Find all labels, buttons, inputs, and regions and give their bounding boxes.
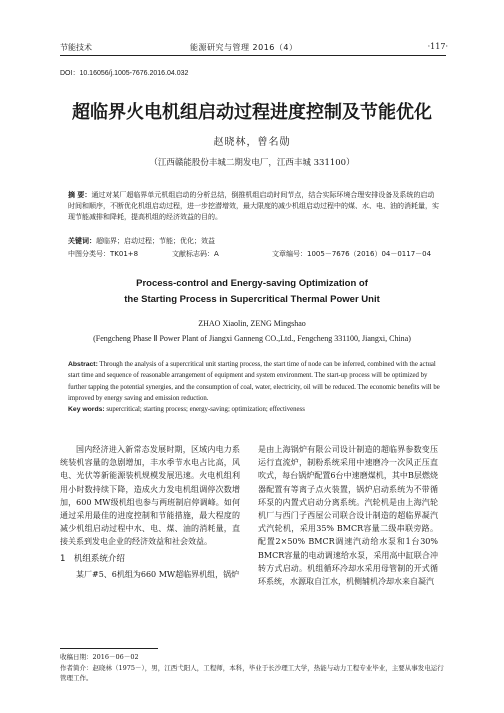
document-code: 文献标志码：A [172,250,219,258]
authors-english: ZHAO Xiaolin, ZENG Mingshao [198,319,306,328]
abstract-chinese [68,190,440,223]
abstract-chinese-text: 通过对某厂超临界单元机组启动的分析总结，倒推机组启动时间节点，结合实际环境合理安排设备及系统的启动时间和顺序，不断优化机组启动过程，进一步挖潜增效，最大限度的减少机组启动过程中的煤、水、电、油的消耗量，实现节能减排和降耗，提高机组的经济效益的目的。 [68,191,439,221]
running-header-section: 节能技术 [60,43,92,52]
doi: DOI：10.16056/j.1005-7676.2016.04.032 [60,70,189,77]
body-paragraph: 是由上海锅炉有限公司设计制造的超临界参数变压运行直流炉，制粉系统采用中速磨冷一次风正压直吹式，每台锅炉配置6台中速磨煤机，其中B层燃烧器配置有等离子点火装置，锅炉启动系统为不带循环泵的内置式启动分离系统。汽轮机是由上海汽轮机厂与西门子西屋公司联合设计制造的超临界凝汽式汽轮机，采用35% BMCR容量二级串联旁路。配置2×50% BMCR调速汽动给水泵和1台30% BMCR容量的电动调速给水泵，采用高中缸联合冲转方式启动。机组循环冷却水采用母管制的开式循环系统，水源取自江水，机侧辅机冷却水来自凝汽 [258,445,438,587]
page-number: ·117· [427,42,448,51]
article-number: 文章编号：1005－7676（2016）04－0117－04 [272,250,432,258]
title-chinese: 超临界火电机组启动过程进度控制及节能优化 [72,102,432,123]
header-rule [60,55,446,56]
keywords-chinese [68,236,440,246]
abstract-chinese-label: 摘 要： [68,191,92,199]
affiliation-english: (Fengcheng Phase Ⅱ Power Plant of Jiangxi Ganneng CO.,Ltd., Fengcheng 331100, Jiangxi, China) [93,334,411,343]
affiliation-chinese: （江西赣能股份丰城二期发电厂，江西丰城 331100） [149,158,355,168]
clc-number: 中图分类号：TK01+8 [68,250,139,258]
footnote-received: 收稿日期：2016－06－02 [60,653,139,661]
keywords-chinese-text: 超临界；启动过程；节能；优化；效益 [96,237,215,245]
title-english-line1: Process-control and Energy-saving Optimization of [136,278,368,289]
body-column-right [258,443,438,588]
keywords-english-label: Key words: [68,406,105,413]
abstract-english-text: Through the analysis of a supercritical unit starting process, the start time of node can be inferred, combined with the actual start time and sequence of reasonable arrangement of equipment and system environment. The start-up process will be optimized by further tapping the potential synergies, and the consumption of coal, water, electricity, oil will be reduced. The economic benefits will be improved by energy saving and emission reduction. [68,361,440,403]
title-english [0,276,504,308]
footnote-rule [60,648,158,649]
running-header-journal: 能源研究与管理 2016（4） [190,43,298,52]
abstract-english [68,359,442,405]
body-paragraph: 某厂#5、6机组为660 MW超临界机组，锅炉 [76,569,240,579]
keywords-english-text: supercritical; starting process; energy-saving; optimization; effectiveness [106,406,305,413]
abstract-english-label: Abstract: [68,361,98,368]
section-heading: 1 机组系统介绍 [60,553,125,564]
authors-chinese: 赵晓林，曾名勋 [213,137,291,148]
keywords-english [68,406,442,413]
keywords-chinese-label: 关键词： [68,237,96,245]
classification-row [68,249,440,259]
body-paragraph: 国内经济进入新常态发展时期，区域内电力系统装机容量的急剧增加，丰水季节水电占比高，风电、光伏等新能源装机规模发展迅速。火电机组利用小时数持续下降，造成火力发电机组调停次数增加，600 MW级机组也参与两班制启停调峰。如何通过采用最佳的进度控制和节能措施，最大程度的减少机组启动过程中水、电、煤、油的消耗量，直接关系到发电企业的经济效益和社会效益。 [60,445,240,547]
footnote-author-bio: 作者简介：赵晓林（1975－），男，江西弋阳人，工程师，本科，毕业于长沙理工大学，热能与动力工程专业毕业，主要从事发电运行管理工作。 [60,664,444,682]
body-column-left [60,443,240,581]
title-english-line2: the Starting Process in Supercritical Thermal Power Unit [124,294,380,305]
